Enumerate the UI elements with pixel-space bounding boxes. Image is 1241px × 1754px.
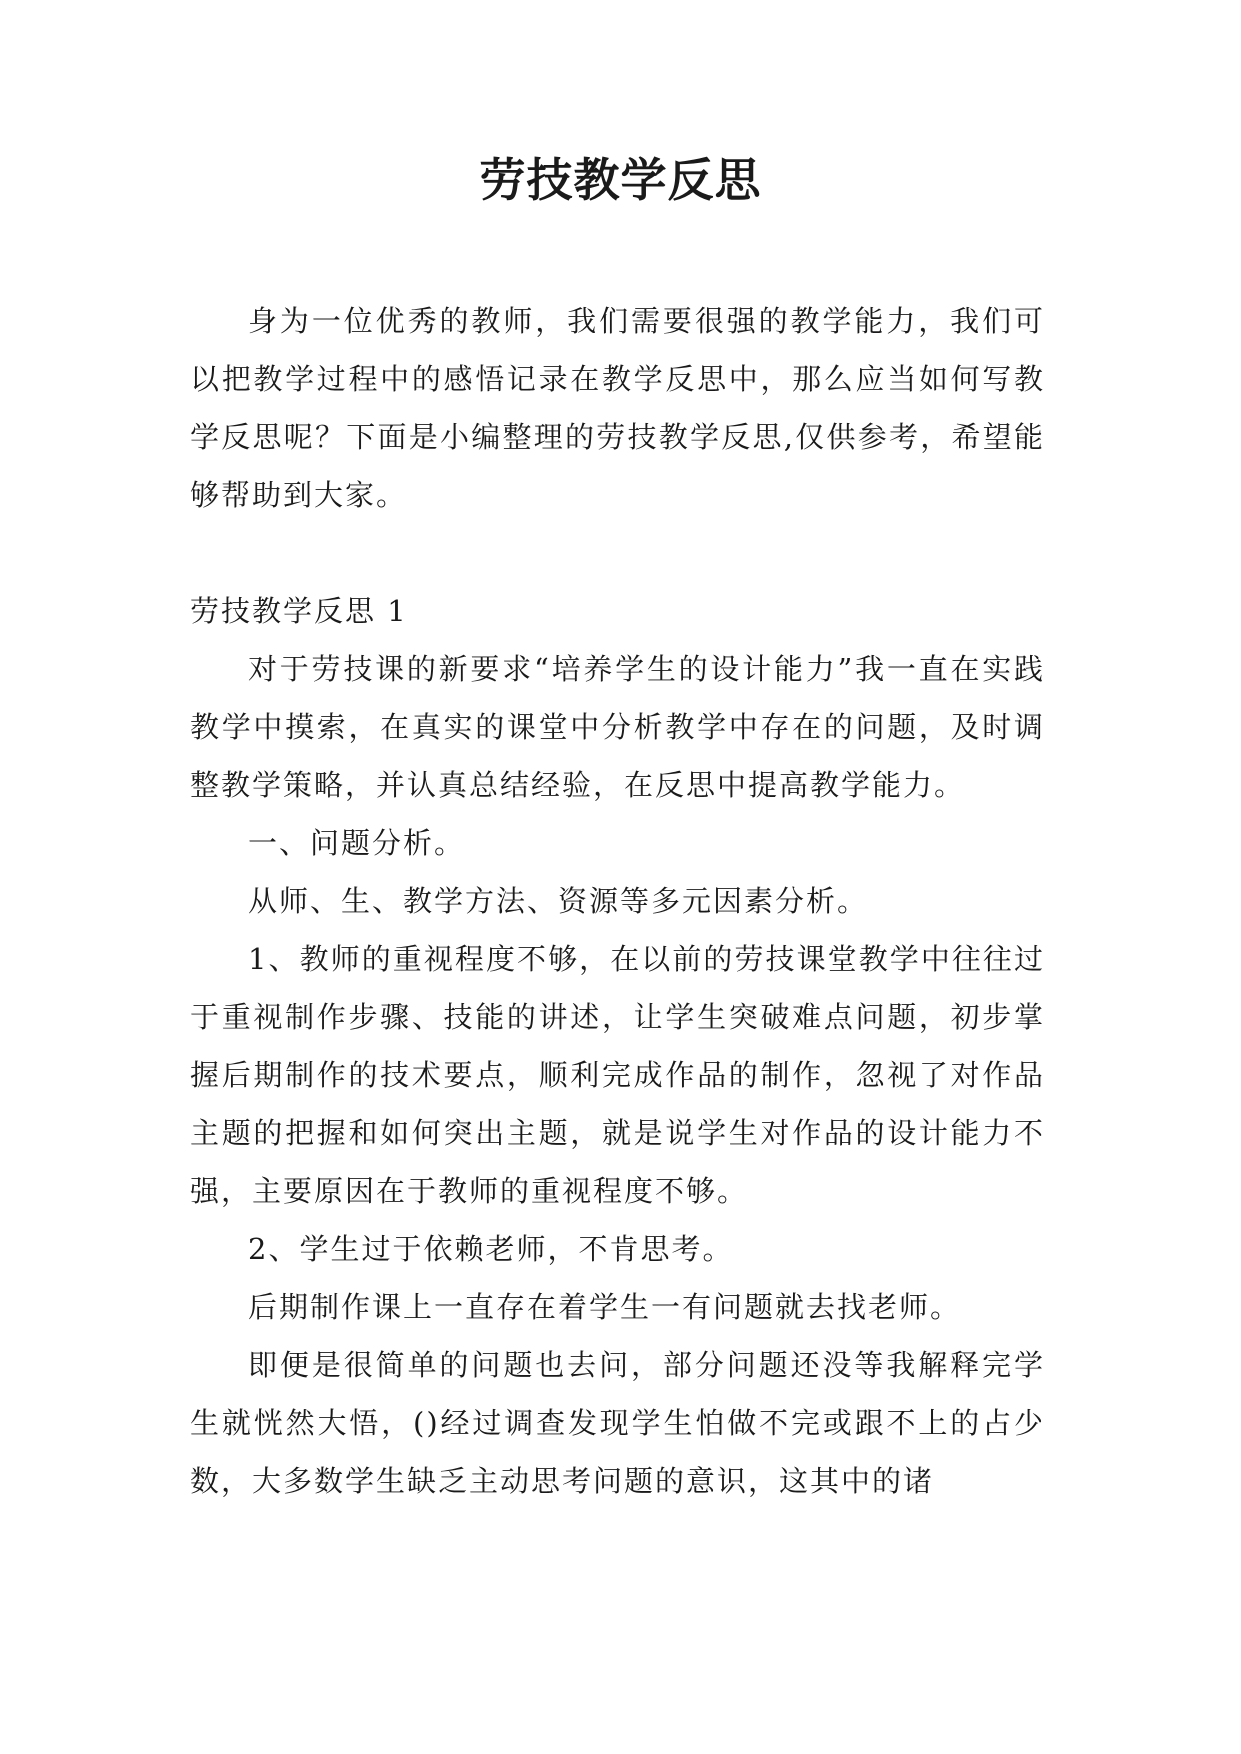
body-paragraph: 后期制作课上一直存在着学生一有问题就去找老师。 bbox=[248, 1290, 962, 1324]
body-paragraph: 2、学生过于依赖老师，不肯思考。 bbox=[248, 1232, 734, 1266]
document-title: 劳技教学反思 bbox=[479, 153, 762, 207]
body-paragraph: 对于劳技课的新要求“培养学生的设计能力”我一直在实践教学中摸索，在真实的课堂中分析教学中存在的问题，及时调整教学策略，并认真总结经验，在反思中提高教学能力。 bbox=[190, 652, 1045, 802]
document-body bbox=[190, 292, 1045, 1510]
section-heading: 劳技教学反思 1 bbox=[190, 594, 408, 628]
body-paragraph: 一、问题分析。 bbox=[248, 826, 466, 860]
body-paragraph: 即便是很简单的问题也去问，部分问题还没等我解释完学生就恍然大悟，()经过调查发现学生怕做不完或跟不上的占少数，大多数学生缺乏主动思考问题的意识，这其中的诸 bbox=[190, 1348, 1045, 1498]
body-paragraph: 从师、生、教学方法、资源等多元因素分析。 bbox=[248, 884, 869, 918]
intro-paragraph: 身为一位优秀的教师，我们需要很强的教学能力，我们可以把教学过程中的感悟记录在教学反思中，那么应当如何写教学反思呢？下面是小编整理的劳技教学反思,仅供参考，希望能够帮助到大家。 bbox=[190, 304, 1045, 512]
body-paragraph: 1、教师的重视程度不够，在以前的劳技课堂教学中往往过于重视制作步骤、技能的讲述，让学生突破难点问题，初步掌握后期制作的技术要点，顺利完成作品的制作，忽视了对作品主题的把握和如何突出主题，就是说学生对作品的设计能力不强，主要原因在于教师的重视程度不够。 bbox=[190, 942, 1045, 1208]
